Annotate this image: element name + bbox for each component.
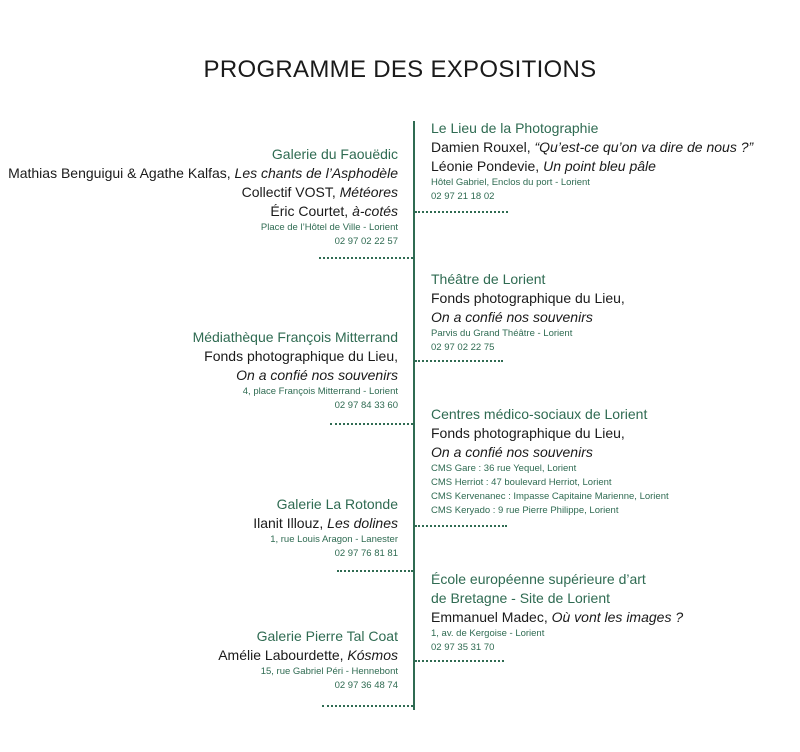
venue-name: Galerie La Rotonde (276, 496, 398, 512)
venue-phone: 02 97 84 33 60 (334, 400, 398, 411)
exhibition-line: Fonds photographique du Lieu, (431, 290, 625, 306)
venue-name: Le Lieu de la Photographie (431, 120, 599, 136)
exhibition-line: On a confié nos souvenirs (431, 309, 593, 325)
venue-name: Théâtre de Lorient (431, 271, 546, 287)
exhibition-line: Éric Courtet, à-cotés (270, 203, 398, 219)
venue-name: École européenne supérieure d’art (431, 571, 646, 587)
connector-dots (337, 570, 413, 572)
venue-entry (431, 270, 625, 355)
venue-address: 15, rue Gabriel Péri - Hennebont (260, 666, 398, 677)
venue-phone: 02 97 02 22 57 (334, 236, 398, 247)
connector-dots (330, 423, 413, 425)
connector-dots (415, 660, 504, 662)
venue-phone: 02 97 36 48 74 (334, 680, 398, 691)
venue-phone: 02 97 02 22 75 (431, 342, 495, 353)
exhibition-line: Fonds photographique du Lieu, (204, 348, 398, 364)
venue-phone: 02 97 76 81 81 (334, 548, 398, 559)
venue-phone: 02 97 35 31 70 (431, 642, 495, 653)
venue-address: CMS Gare : 36 rue Yequel, Lorient (431, 463, 577, 474)
venue-address: Parvis du Grand Théâtre - Lorient (431, 328, 573, 339)
venue-address: CMS Keryado : 9 rue Pierre Philippe, Lorient (431, 505, 619, 516)
exhibition-line: Collectif VOST, Météores (241, 184, 398, 200)
venue-address: CMS Herriot : 47 boulevard Herriot, Lorient (431, 477, 612, 488)
venue-address: 1, av. de Kergoise - Lorient (431, 628, 545, 639)
venue-address: Hôtel Gabriel, Enclos du port - Lorient (431, 177, 590, 188)
connector-dots (415, 525, 507, 527)
venue-entry (431, 570, 683, 655)
timeline-axis (413, 121, 415, 710)
venue-entry (218, 627, 398, 693)
venue-entry (193, 328, 398, 413)
exhibition-line: Mathias Benguigui & Agathe Kalfas, Les chants de l’Asphodèle (8, 165, 398, 181)
venue-name: Médiathèque François Mitterrand (192, 329, 398, 345)
page-title: PROGRAMME DES EXPOSITIONS (203, 56, 597, 83)
venue-phone: 02 97 21 18 02 (431, 191, 495, 202)
exhibition-line: On a confié nos souvenirs (431, 444, 593, 460)
venue-name: Galerie Pierre Tal Coat (256, 628, 398, 644)
exhibition-line: Léonie Pondevie, Un point bleu pâle (431, 158, 656, 174)
connector-dots (322, 705, 413, 707)
exhibition-line: Emmanuel Madec, Où vont les images ? (431, 609, 684, 625)
venue-name: Centres médico-sociaux de Lorient (431, 406, 648, 422)
exhibition-line: Amélie Labourdette, Kósmos (218, 647, 398, 663)
venue-address: 4, place François Mitterrand - Lorient (242, 386, 398, 397)
connector-dots (415, 360, 503, 362)
exhibition-line: On a confié nos souvenirs (236, 367, 398, 383)
venue-address: 1, rue Louis Aragon - Lanester (270, 534, 398, 545)
exhibition-line: Fonds photographique du Lieu, (431, 425, 625, 441)
venue-entry (253, 495, 398, 561)
exhibition-line: Damien Rouxel, “Qu’est-ce qu’on va dire de nous ?” (431, 139, 754, 155)
venue-address: Place de l’Hôtel de Ville - Lorient (260, 222, 398, 233)
venue-address: CMS Kervenanec : Impasse Capitaine Marienne, Lorient (431, 491, 669, 502)
venue-entry (431, 405, 669, 518)
venue-name: Galerie du Faouëdic (271, 146, 398, 162)
venue-entry (8, 145, 398, 249)
connector-dots (415, 211, 508, 213)
venue-name-line-2: de Bretagne - Site de Lorient (431, 590, 611, 606)
connector-dots (319, 257, 413, 259)
exhibition-line: Ilanit Illouz, Les dolines (253, 515, 398, 531)
venue-entry (431, 119, 753, 204)
